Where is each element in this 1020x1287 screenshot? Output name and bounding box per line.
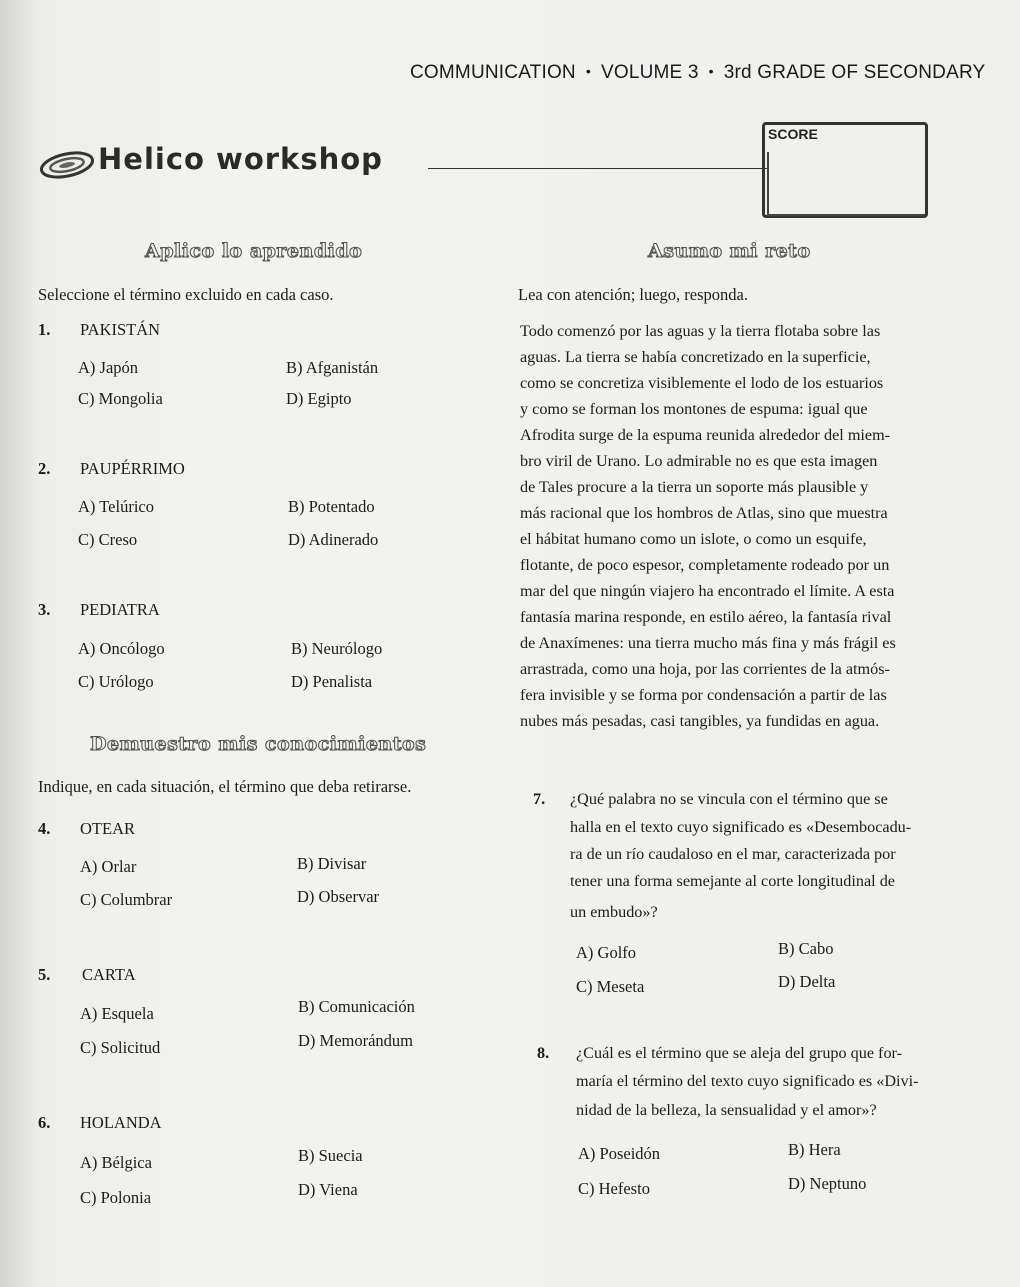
option-a[interactable]: A) Orlar xyxy=(80,857,137,876)
passage-line: más racional que los hombros de Atlas, sino que muestra xyxy=(520,504,888,522)
question-number: 7. xyxy=(533,790,546,808)
passage-line: nubes más pesadas, casi tangibles, ya fundidas en agua. xyxy=(520,712,880,730)
passage-line: Afrodita surge de la espuma reunida alrededor del miem- xyxy=(520,426,891,444)
passage-line: mar del que ningún viajero ha encontrado el límite. A esta xyxy=(520,582,895,600)
option-a[interactable]: A) Bélgica xyxy=(80,1153,152,1172)
option-a[interactable]: A) Telúrico xyxy=(78,497,154,516)
passage-line: de Tales procure a la tierra un soporte más plausible y xyxy=(520,478,869,496)
option-d[interactable]: D) Egipto xyxy=(286,389,352,408)
question-line: ¿Cuál es el término que se aleja del grupo que for- xyxy=(576,1044,903,1062)
option-b[interactable]: B) Comunicación xyxy=(298,997,415,1016)
option-b[interactable]: B) Afganistán xyxy=(286,358,379,377)
option-c[interactable]: C) Solicitud xyxy=(80,1038,161,1057)
option-c[interactable]: C) Urólogo xyxy=(78,672,154,691)
question-number: 4. xyxy=(38,819,51,838)
section-title-aplico: Aplico lo aprendido xyxy=(145,240,363,262)
header-subject: COMMUNICATION xyxy=(410,62,576,83)
option-a[interactable]: A) Poseidón xyxy=(578,1144,661,1163)
passage-line: bro viril de Urano. Lo admirable no es que esta imagen xyxy=(520,452,878,470)
header-volume: VOLUME 3 xyxy=(600,62,699,83)
score-label: SCORE xyxy=(768,126,818,142)
passage-line: y como se forman los montones de espuma: igual que xyxy=(520,400,868,418)
title-rule xyxy=(428,168,768,169)
option-b[interactable]: B) Divisar xyxy=(297,854,367,873)
header-separator: • xyxy=(708,63,714,79)
header-grade: 3rd GRADE OF SECONDARY xyxy=(723,62,986,83)
passage-line: como se concretiza visiblemente el lodo de los estuarios xyxy=(520,374,884,392)
option-a[interactable]: A) Japón xyxy=(78,358,139,377)
instruction-1: Seleccione el término excluido en cada caso. xyxy=(38,285,334,304)
question-number: 5. xyxy=(38,965,51,984)
section-title-demuestro: Demuestro mis conocimientos xyxy=(90,733,427,755)
question-number: 1. xyxy=(38,320,51,339)
question-line: maría el término del texto cuyo significado es «Divi- xyxy=(576,1072,919,1090)
passage-line: arrastrada, como una hoja, por las corrientes de la atmós- xyxy=(520,660,890,678)
option-c[interactable]: C) Mongolia xyxy=(78,389,163,408)
question-word: OTEAR xyxy=(80,819,135,838)
question-word: PAKISTÁN xyxy=(80,320,161,339)
workshop-title: Helico workshop xyxy=(98,142,383,176)
option-d[interactable]: D) Observar xyxy=(297,887,380,906)
question-line: tener una forma semejante al corte longitudinal de xyxy=(570,872,895,890)
question-word: PEDIATRA xyxy=(80,600,160,619)
option-d[interactable]: D) Delta xyxy=(778,972,836,991)
header-line xyxy=(410,62,985,84)
option-a[interactable]: A) Oncólogo xyxy=(78,639,165,658)
option-b[interactable]: B) Hera xyxy=(788,1140,841,1159)
question-line: ¿Qué palabra no se vincula con el término que se xyxy=(570,790,888,808)
option-b[interactable]: B) Potentado xyxy=(288,497,375,516)
question-number: 6. xyxy=(38,1113,51,1132)
instruction-3: Lea con atención; luego, responda. xyxy=(518,285,748,304)
question-word: CARTA xyxy=(82,965,136,984)
question-number: 2. xyxy=(38,459,51,478)
option-c[interactable]: C) Meseta xyxy=(576,977,645,996)
section-title-asumo: Asumo mi reto xyxy=(648,240,811,262)
option-b[interactable]: B) Neurólogo xyxy=(291,639,383,658)
passage-line: el hábitat humano como un islote, o como un esquife, xyxy=(520,530,867,548)
option-d[interactable]: D) Adinerado xyxy=(288,530,379,549)
question-number: 3. xyxy=(38,600,51,619)
passage-line: flotante, de poco espesor, completamente rodeado por un xyxy=(520,556,890,574)
question-word: HOLANDA xyxy=(80,1113,162,1132)
helico-logo-icon xyxy=(38,150,96,180)
passage-line: fera invisible y se forma por condensación a partir de las xyxy=(520,686,887,704)
option-d[interactable]: D) Memorándum xyxy=(298,1031,414,1050)
score-field[interactable] xyxy=(767,152,925,216)
question-number: 8. xyxy=(537,1044,550,1062)
option-c[interactable]: C) Creso xyxy=(78,530,138,549)
option-d[interactable]: D) Viena xyxy=(298,1180,358,1199)
passage-line: fantasía marina responde, en estilo aéreo, la fantasía rival xyxy=(520,608,892,626)
option-a[interactable]: A) Esquela xyxy=(80,1004,154,1023)
passage-line: de Anaxímenes: una tierra mucho más fina y más frágil es xyxy=(520,634,896,652)
passage-line: Todo comenzó por las aguas y la tierra flotaba sobre las xyxy=(520,322,881,340)
question-line: nidad de la belleza, la sensualidad y el amor»? xyxy=(576,1101,877,1119)
option-d[interactable]: D) Neptuno xyxy=(788,1174,867,1193)
option-b[interactable]: B) Suecia xyxy=(298,1146,363,1165)
option-d[interactable]: D) Penalista xyxy=(291,672,373,691)
question-line: halla en el texto cuyo significado es «Desembocadu- xyxy=(570,818,912,836)
passage-line: aguas. La tierra se había concretizado en la superficie, xyxy=(520,348,871,366)
question-word: PAUPÉRRIMO xyxy=(80,459,185,478)
question-line: ra de un río caudaloso en el mar, caracterizada por xyxy=(570,845,896,863)
question-line: un embudo»? xyxy=(570,903,658,921)
option-c[interactable]: C) Polonia xyxy=(80,1188,152,1207)
header-separator: • xyxy=(585,63,591,79)
option-b[interactable]: B) Cabo xyxy=(778,939,834,958)
option-c[interactable]: C) Columbrar xyxy=(80,890,173,909)
instruction-2: Indique, en cada situación, el término que deba retirarse. xyxy=(38,777,412,796)
option-c[interactable]: C) Hefesto xyxy=(578,1179,650,1198)
option-a[interactable]: A) Golfo xyxy=(576,943,637,962)
